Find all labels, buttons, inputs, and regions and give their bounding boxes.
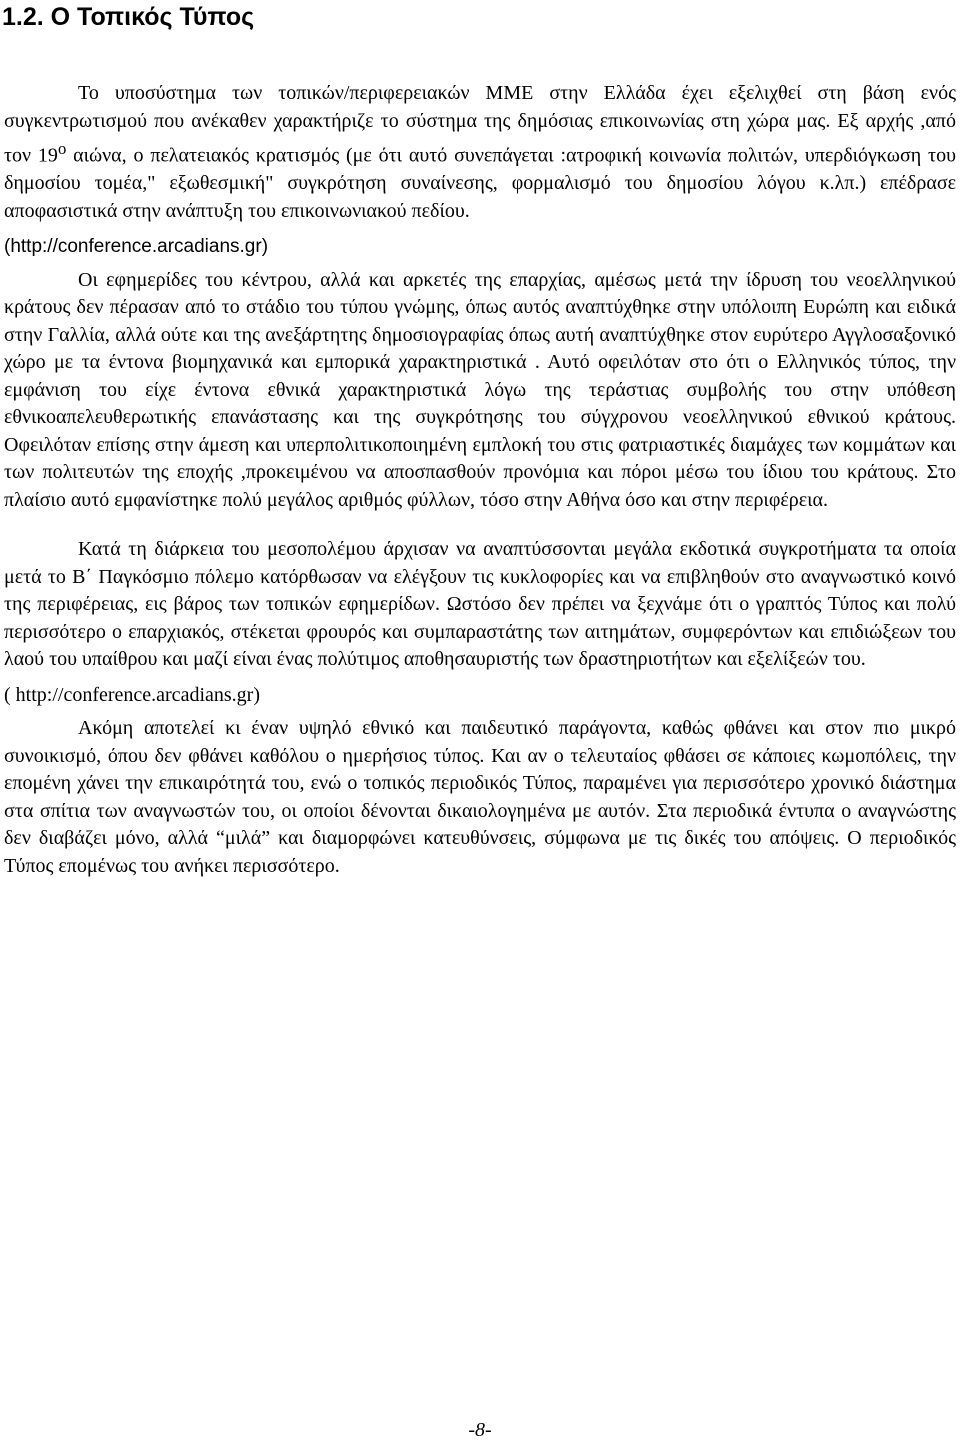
paragraph-2: Οι εφημερίδες του κέντρου, αλλά και αρκετές της επαρχίας, αμέσως μετά την ίδρυση του νεοελληνικού κράτους δεν πέρασαν από το στάδιο του τύπου γνώμης, όπως αυτός αναπτύχθηκε στην υπόλοιπη Ευρώπη και ειδικά στην Γαλλία, αλλά ούτε και της ανεξάρτητης δημοσιογραφίας όπως αυτή αναπτύχθηκε στον ευρύτερο Αγγλοσαξονικό χώρο με τα έντονα βιομηχανικά και εμπορικά χαρακτηριστικά . Αυτό οφειλόταν στο ότι ο Ελληνικός τύπος, την εμφάνιση του είχε έντονα εθνικά χαρακτηριστικά λόγω της τεράστιας συμβολής του στην υπόθεση εθνικοαπελευθερωτικής επανάστασης και της συγκρότησης του σύγχρονου νεοελληνικού εθνικού κράτους. Οφειλόταν επίσης στην άμεση και υπερπολιτικοποιημένη εμπλοκή του στις φατριαστικές διαμάχες των κομμάτων και των πολιτευτών της εποχής ,προκειμένου να αποσπασθούν προνόμια και πόροι μέσω του ίδιου του κράτους. Στο πλαίσιο αυτό εμφανίστηκε πολύ μεγάλος αριθμός φύλλων, τόσο στην Αθήνα όσο και στην περιφέρεια.	[4, 268, 956, 511]
source-link-1: (http://conference.arcadians.gr)	[4, 236, 269, 258]
paragraph-1	[4, 80, 956, 225]
ordinal-superscript: ο	[57, 139, 67, 158]
paragraph-1-text-a: Το υποσύστημα των τοπικών/περιφερειακών ΜΜΕ στην Ελλάδα έχει εξελιχθεί στη βάση ενός συγκεντρωτισμού που ανέκαθεν χαρακτήριζε το σύστημα της δημόσιας επικοινωνίας στη χώρα μας. Εξ αρχής ,από τον 19	[4, 82, 956, 167]
page-number: -8-	[468, 1419, 492, 1441]
section-title: 1.2. Ο Τοπικός Τύπος	[2, 3, 255, 31]
paragraph-3: Κατά τη διάρκεια του μεσοπολέμου άρχισαν να αναπτύσσονται μεγάλα εκδοτικά συγκροτήματα τα οποία μετά το Β΄ Παγκόσμιο πόλεμο κατόρθωσαν να ελέγξουν τις κυκλοφορίες και να επιβληθούν στο αναγνωστικό κοινό της περιφέρειας, εις βάρος των τοπικών εφημερίδων. Ωστόσο δεν πρέπει να ξεχνάμε ότι ο γραπτός Τύπος και πολύ περισσότερο ο επαρχιακός, στέκεται φρουρός και συμπαραστάτης των αιτημάτων, συμφερόντων και επιδιώξεων του λαού του υπαίθρου και μαζί είναι ένας πολύτιμος αποθησαυριστής των δραστηριοτήτων και εξελίξεών του.	[4, 538, 956, 671]
source-link-2: ( http://conference.arcadians.gr)	[4, 683, 260, 706]
paragraph-1-text-b: αιώνα, ο πελατειακός κρατισμός (με ότι αυτό συνεπάγεται :ατροφική κοινωνία πολιτών, υπερδιόγκωση του δημοσίου τομέα," εξωθεσμική" συγκρότηση συναίνεσης, φορμαλισμό του δημοσίου λόγου κ.λπ.) επέδρασε αποφασιστικά στην ανάπτυξη του επικοινωνιακού πεδίου.	[4, 144, 956, 222]
paragraph-4: Ακόμη αποτελεί κι έναν υψηλό εθνικό και παιδευτικό παράγοντα, καθώς φθάνει και στον πιο μικρό συνοικισμό, όπου δεν φθάνει καθόλου ο ημερήσιος τύπος. Και αν ο τελευταίος φθάσει σε κάποιες κωμοπόλεις, την επομένη χάνει την επικαιρότητά του, ενώ ο τοπικός περιοδικός Τύπος, παραμένει για περισσότερο χρονικό διάστημα στα σπίτια των αναγνωστών του, οι οποίοι δένονται δικαιολογημένα με αυτόν. Στα περιοδικά έντυπα ο αναγνώστης δεν διαβάζει μόνο, αλλά “μιλά” και διαμορφώνει κατευθύνσεις, σύμφωνα με τις δικές του απόψεις. Ο περιοδικός Τύπος επομένως του ανήκει περισσότερο.	[4, 717, 956, 877]
document-body	[4, 80, 956, 880]
